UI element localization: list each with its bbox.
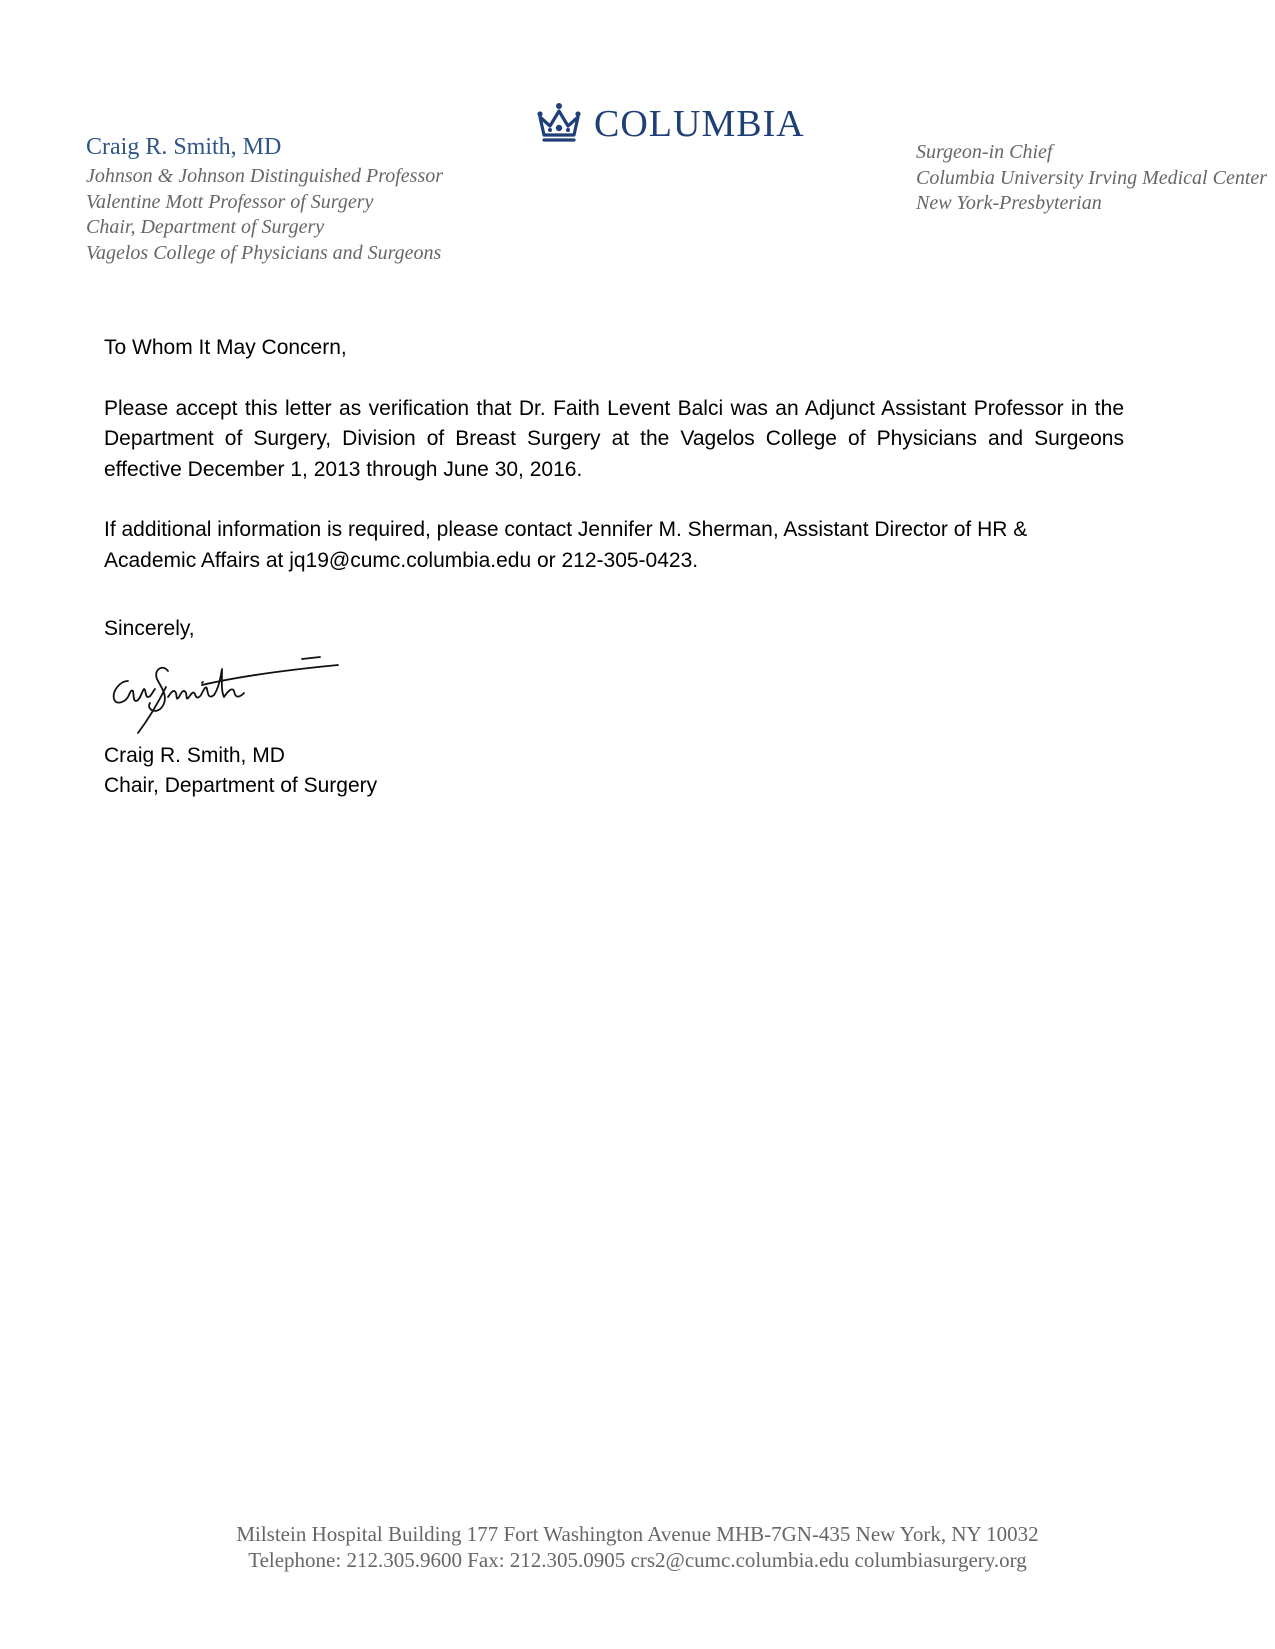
signature-image (106, 647, 356, 739)
letter-footer (0, 1521, 1275, 1573)
letterhead-left (86, 132, 506, 266)
signer-name: Craig R. Smith, MD (104, 743, 285, 767)
letterhead-role-line: Surgeon-in Chief (916, 141, 1053, 163)
letterhead-role-line: Columbia University Irving Medical Center (916, 166, 1268, 189)
letterhead-title-line: Chair, Department of Surgery (86, 216, 325, 238)
letterhead-title-line: Vagelos College of Physicians and Surgeons (86, 241, 442, 264)
letterhead-title-line: Johnson & Johnson Distinguished Professor (86, 165, 444, 187)
footer-contact: Telephone: 212.305.9600 Fax: 212.305.0905 crs2@cumc.columbia.edu columbiasurgery.org (248, 1548, 1027, 1572)
letterhead-title-line: Valentine Mott Professor of Surgery (86, 190, 374, 213)
closing: Sincerely, (104, 617, 195, 640)
letterhead-name: Craig R. Smith, MD (86, 134, 282, 160)
contact-paragraph: If additional information is required, please contact Jennifer M. Sherman, Assistant Director of HR & Academic Affairs at jq19@cumc.columbia.edu or 212-305-0423. (104, 518, 1028, 572)
footer-address: Milstein Hospital Building 177 Fort Washington Avenue MHB-7GN-435 New York, NY 10032 (236, 1522, 1039, 1546)
columbia-logo (534, 101, 805, 147)
salutation: To Whom It May Concern, (104, 336, 347, 359)
letter-body (104, 333, 1124, 802)
logo-wordmark: COLUMBIA (594, 103, 805, 145)
crown-icon (534, 101, 584, 147)
signature-block (104, 741, 1124, 802)
signer-title: Chair, Department of Surgery (104, 774, 378, 797)
letterhead-right (916, 140, 1268, 217)
letterhead-role-line: New York-Presbyterian (916, 192, 1102, 214)
verification-paragraph: Please accept this letter as verification that Dr. Faith Levent Balci was an Adjunct Assistant Professor in the Department of Surgery, Division of Breast Surgery at the Vagelos College of Physicians and Surgeons effective December 1, 2013 through June 30, 2016. (104, 396, 1124, 481)
